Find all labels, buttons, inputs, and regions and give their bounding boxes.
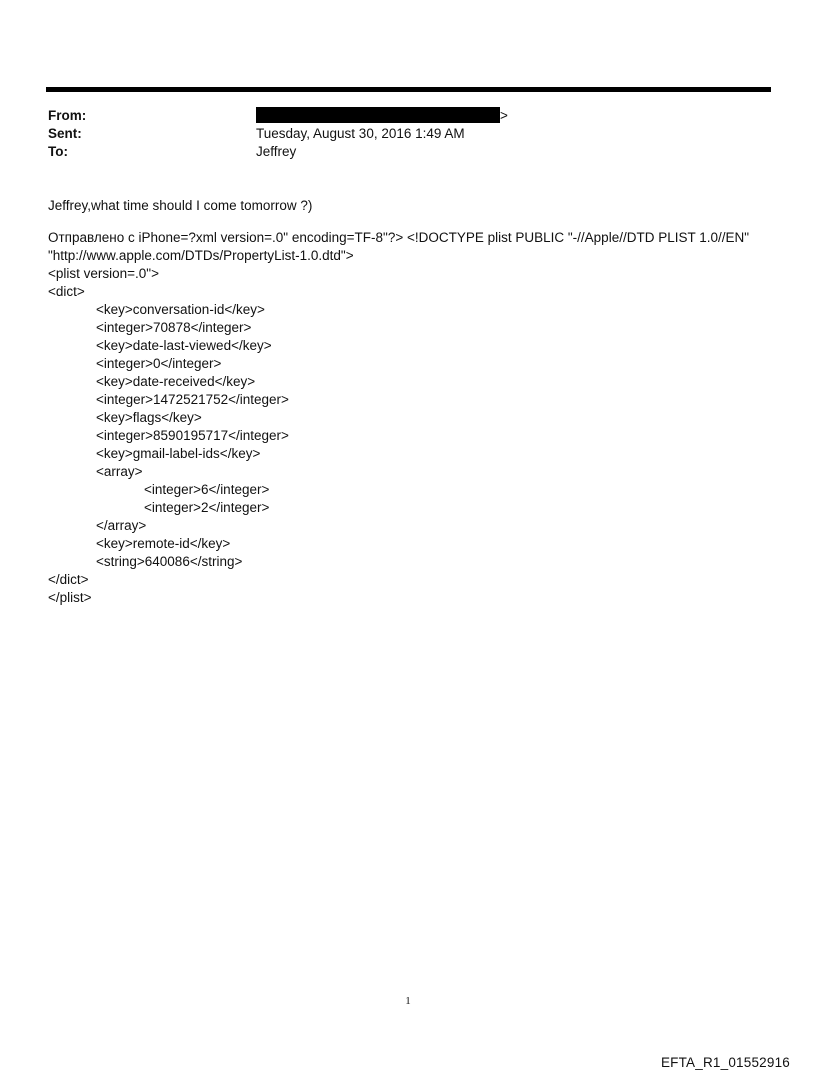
body-line: <integer>2</integer>	[144, 500, 270, 515]
body-line: </plist>	[48, 590, 92, 605]
body-line: <integer>0</integer>	[96, 356, 222, 371]
body-line: "http://www.apple.com/DTDs/PropertyList-1.0.dtd">	[48, 248, 354, 263]
to-value: Jeffrey	[256, 144, 297, 159]
body-line: <dict>	[48, 284, 85, 299]
bates-number: EFTA_R1_01552916	[660, 1055, 790, 1070]
body-line: <key>conversation-id</key>	[96, 302, 265, 317]
to-row	[48, 143, 768, 161]
body-line: <key>gmail-label-ids</key>	[96, 446, 261, 461]
body-line: <integer>6</integer>	[144, 482, 270, 497]
from-label: From:	[48, 108, 87, 123]
body-line: <integer>1472521752</integer>	[96, 392, 289, 407]
from-value	[256, 107, 508, 125]
body-line: <key>flags</key>	[96, 410, 202, 425]
from-row	[48, 107, 768, 125]
body-line: <key>date-received</key>	[96, 374, 256, 389]
header-rule	[46, 87, 771, 92]
body-line: <string>640086</string>	[96, 554, 243, 569]
body-line: <key>date-last-viewed</key>	[96, 338, 272, 353]
body-line: </dict>	[48, 572, 89, 587]
email-body	[48, 197, 778, 607]
body-line: <plist version=.0">	[48, 266, 159, 281]
body-line: <integer>8590195717</integer>	[96, 428, 289, 443]
body-line: <array>	[96, 464, 143, 479]
sent-row	[48, 125, 768, 143]
sent-value: Tuesday, August 30, 2016 1:49 AM	[256, 126, 465, 141]
page-number: 1	[405, 995, 411, 1007]
redaction-box	[256, 107, 500, 123]
body-line: </array>	[96, 518, 147, 533]
to-label: To:	[48, 144, 68, 159]
from-suffix: >	[500, 108, 508, 123]
greeting-text: Jeffrey,what time should I come tomorrow ?)	[48, 198, 313, 213]
body-line: Отправлено с iPhone=?xml version=.0" encoding=TF-8"?> <!DOCTYPE plist PUBLIC "-//Apple//DTD PLIST 1.0//EN"	[48, 230, 750, 245]
sent-label: Sent:	[48, 126, 82, 141]
body-line: <key>remote-id</key>	[96, 536, 231, 551]
email-header	[48, 107, 768, 161]
body-line: <integer>70878</integer>	[96, 320, 252, 335]
